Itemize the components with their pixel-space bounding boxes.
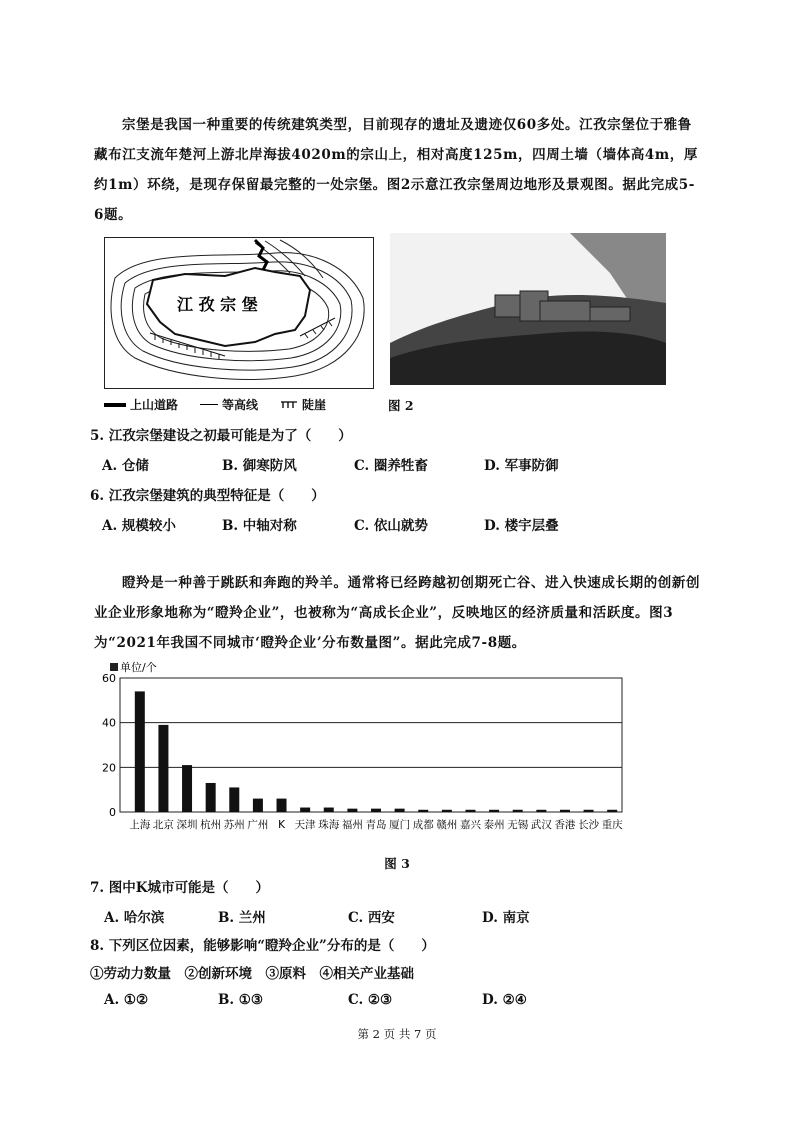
unit-marker xyxy=(110,663,118,671)
question-7-stem: 7. 图中K城市可能是（ ） xyxy=(90,880,270,896)
bar-福州 xyxy=(347,809,357,812)
question-6-option-d[interactable]: D. 楼宇层叠 xyxy=(484,518,559,534)
question-8-option-a[interactable]: A. ①② xyxy=(104,992,149,1008)
x-tick-label-深圳: 深圳 xyxy=(176,819,198,831)
landscape-photo xyxy=(390,233,666,385)
bar-上海 xyxy=(135,691,145,812)
bar-成都 xyxy=(418,810,428,812)
plot-frame xyxy=(120,678,622,812)
map-legend xyxy=(104,396,326,413)
bar-深圳 xyxy=(182,765,192,812)
y-tick-label-60: 60 xyxy=(102,672,116,685)
x-tick-label-杭州: 杭州 xyxy=(200,819,222,831)
question-7-option-d[interactable]: D. 南京 xyxy=(482,910,530,926)
gazelle-chart-svg xyxy=(96,660,636,845)
question-6-option-b[interactable]: B. 中轴对称 xyxy=(222,518,297,534)
contour-map xyxy=(104,237,374,389)
question-7-option-c[interactable]: C. 西安 xyxy=(348,910,395,926)
bar-珠海 xyxy=(324,808,334,812)
x-tick-label-福州: 福州 xyxy=(341,819,363,831)
bar-长沙 xyxy=(584,810,594,812)
bar-厦门 xyxy=(395,809,405,812)
page-footer: 第 2 页 共 7 页 xyxy=(357,1027,437,1041)
question-6-stem: 6. 江孜宗堡建筑的典型特征是（ ） xyxy=(90,488,325,504)
figure3-caption: 图 3 xyxy=(384,856,410,871)
x-tick-label-厦门: 厦门 xyxy=(389,819,411,831)
bar-杭州 xyxy=(206,783,216,812)
legend-cliff-label: 陡崖 xyxy=(302,398,327,412)
legend-road-label: 上山道路 xyxy=(130,398,179,412)
bar-K xyxy=(277,799,287,812)
figure2-caption: 图 2 xyxy=(388,398,414,413)
bar-重庆 xyxy=(607,810,617,812)
legend-contour-label: 等高线 xyxy=(222,398,259,412)
x-tick-label-成都: 成都 xyxy=(412,819,434,831)
question-5-option-b[interactable]: B. 御寒防风 xyxy=(222,458,297,474)
x-tick-label-无锡: 无锡 xyxy=(507,819,529,831)
legend-contour xyxy=(200,396,258,413)
x-tick-label-K: K xyxy=(278,819,285,831)
question-8-option-c[interactable]: C. ②③ xyxy=(348,992,393,1008)
x-tick-label-武汉: 武汉 xyxy=(530,819,552,831)
question-5-option-d[interactable]: D. 军事防御 xyxy=(484,458,559,474)
question-5-option-c[interactable]: C. 圈养牲畜 xyxy=(354,458,428,474)
bar-武汉 xyxy=(536,810,546,812)
contour-map-drawing xyxy=(105,238,373,388)
bar-北京 xyxy=(158,725,168,812)
x-tick-label-上海: 上海 xyxy=(129,819,151,831)
bar-泰州 xyxy=(489,810,499,812)
x-tick-label-苏州: 苏州 xyxy=(223,819,245,831)
gazelle-chart xyxy=(96,660,636,845)
bar-赣州 xyxy=(442,810,452,812)
y-tick-label-20: 20 xyxy=(102,761,116,775)
road-line-icon xyxy=(104,403,126,407)
x-tick-label-长沙: 长沙 xyxy=(578,819,600,831)
passage-zongbao: 宗堡是我国一种重要的传统建筑类型，目前现存的遗址及遗迹仅60多处。江孜宗堡位于雅鲁藏布江支流年楚河上游北岸海拔4020m的宗山上，相对高度125m，四周土墙（墙体高4m，厚约1m）环绕，是现存保留最完整的一处宗堡。图2示意江孜宗堡周边地形及景观图。据此完成5-6题。 xyxy=(94,117,698,223)
x-tick-label-广州: 广州 xyxy=(247,819,269,831)
bar-苏州 xyxy=(229,787,239,812)
question-6-option-c[interactable]: C. 依山就势 xyxy=(354,518,428,534)
y-axis-unit-label: 单位/个 xyxy=(120,661,157,674)
question-5-stem: 5. 江孜宗堡建设之初最可能是为了（ ） xyxy=(90,428,352,444)
bar-青岛 xyxy=(371,809,381,812)
contour-line-icon xyxy=(200,404,218,405)
question-8-factors: ①劳动力数量 ②创新环境 ③原料 ④相关产业基础 xyxy=(90,966,414,982)
x-tick-label-重庆: 重庆 xyxy=(601,819,623,831)
bar-天津 xyxy=(300,808,310,812)
bar-无锡 xyxy=(513,810,523,812)
x-tick-label-泰州: 泰州 xyxy=(483,819,505,831)
x-tick-label-赣州: 赣州 xyxy=(436,819,458,831)
y-tick-label-0: 0 xyxy=(109,806,116,819)
x-tick-label-北京: 北京 xyxy=(152,819,174,831)
map-label: 江 孜 宗 堡 xyxy=(177,295,258,314)
question-8-option-d[interactable]: D. ②④ xyxy=(482,992,527,1008)
bar-广州 xyxy=(253,799,263,812)
question-7-option-a[interactable]: A. 哈尔滨 xyxy=(104,910,165,926)
bar-嘉兴 xyxy=(465,810,475,812)
x-tick-label-嘉兴: 嘉兴 xyxy=(459,819,481,831)
bar-香港 xyxy=(560,810,570,812)
question-6-option-a[interactable]: A. 规模较小 xyxy=(102,518,176,534)
question-5-option-a[interactable]: A. 仓储 xyxy=(102,458,149,474)
x-tick-label-珠海: 珠海 xyxy=(318,819,340,831)
cliff-icon xyxy=(280,400,298,410)
x-tick-label-天津: 天津 xyxy=(294,819,316,831)
legend-cliff xyxy=(280,396,326,413)
question-8-stem: 8. 下列区位因素，能够影响“瞪羚企业”分布的是（ ） xyxy=(90,938,435,954)
x-tick-label-青岛: 青岛 xyxy=(365,819,387,831)
passage-gazelle: 瞪羚是一种善于跳跃和奔跑的羚羊。通常将已经跨越初创期死亡谷、进入快速成长期的创新创业企业形象地称为“瞪羚企业”，也被称为“高成长企业”，反映地区的经济质量和活跃度。图3为“2021年我国不同城市‘瞪羚企业’分布数量图”。据此完成7-8题。 xyxy=(94,575,701,651)
question-7-option-b[interactable]: B. 兰州 xyxy=(218,910,266,926)
x-tick-label-香港: 香港 xyxy=(554,819,576,831)
landscape-photo-drawing xyxy=(390,233,666,385)
legend-road xyxy=(104,396,178,413)
y-tick-label-40: 40 xyxy=(102,716,116,730)
question-8-option-b[interactable]: B. ①③ xyxy=(218,992,264,1008)
